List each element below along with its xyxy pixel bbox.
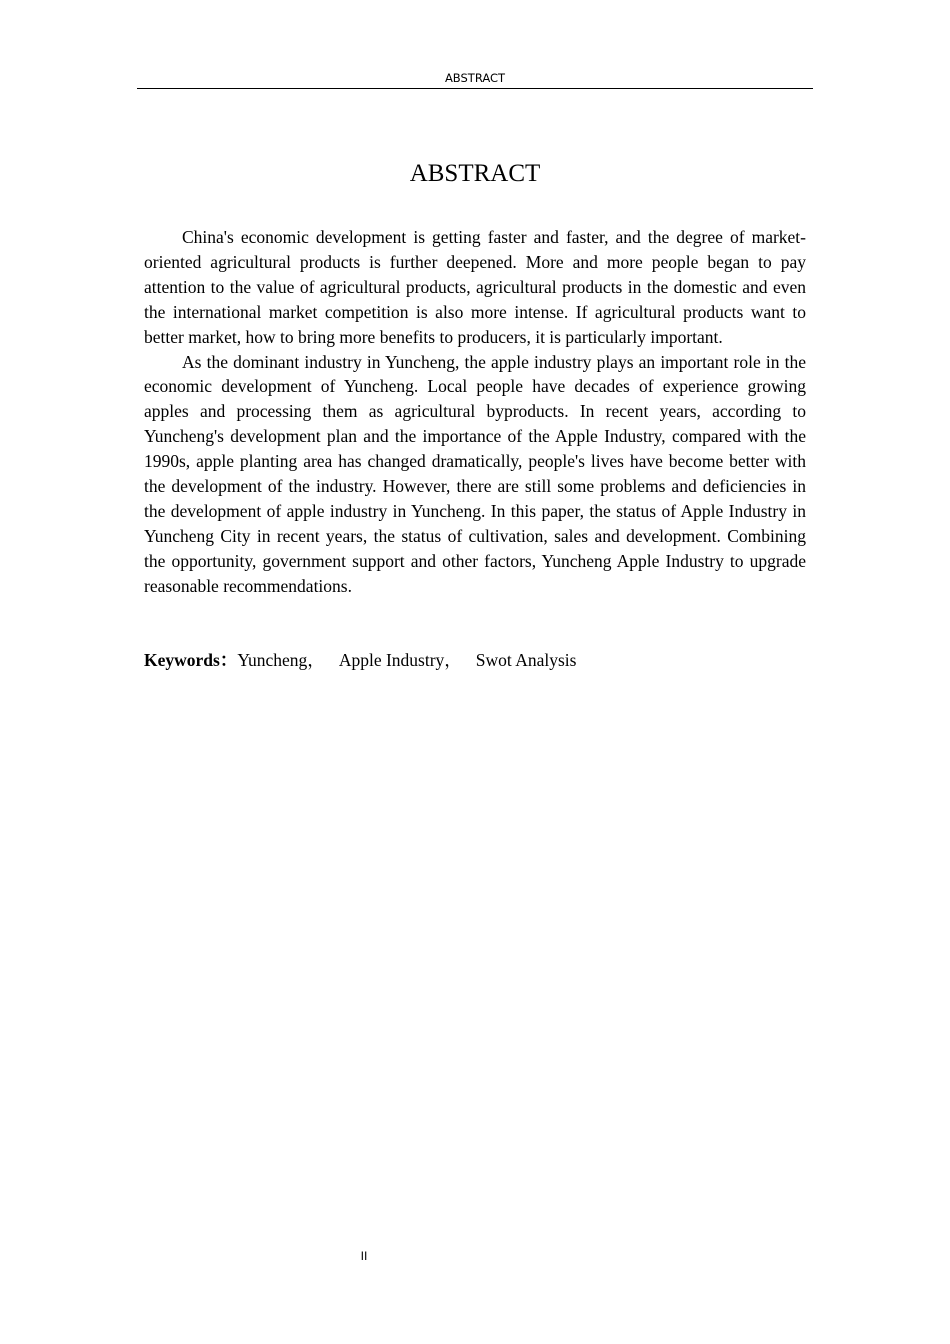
keywords-label: Keywords： bbox=[144, 650, 238, 670]
running-header bbox=[137, 70, 813, 89]
keywords-line bbox=[144, 648, 806, 673]
running-header-title: ABSTRACT bbox=[444, 71, 506, 85]
page-title: ABSTRACT bbox=[409, 160, 541, 187]
abstract-paragraph-2: As the dominant industry in Yuncheng, the apple industry plays an important role in the economic development of Yuncheng. Local people have decades of experience growing apples and processing them as agricultural byproducts. In recent years, according to Yuncheng's development plan and the importance of the Apple Industry, compared with the 1990s, apple planting area has changed dramatically, people's lives have become better with the development of the industry. However, there are still some problems and deficiencies in the development of apple industry in Yuncheng. In this paper, the status of Apple Industry in Yuncheng City in recent years, the status of cultivation, sales and development. Combining the opportunity, government support and other factors, Yuncheng Apple Industry to upgrade reasonable recommendations. bbox=[144, 351, 806, 596]
keyword-item: Swot Analysis bbox=[475, 650, 577, 670]
abstract-paragraph-1: China's economic development is getting faster and faster, and the degree of market-oriented agricultural products is further deepened. More and more people began to pay attention to the value of agricultural products, agricultural products in the domestic and even the international market competition is also more intense. If agricultural products want to better market, how to bring more benefits to producers, it is particularly important. bbox=[144, 227, 806, 347]
keyword-item: Yuncheng， bbox=[237, 650, 325, 670]
abstract-body bbox=[144, 225, 806, 599]
keyword-item: Apple Industry， bbox=[338, 650, 462, 670]
page-number: II bbox=[360, 1249, 368, 1263]
